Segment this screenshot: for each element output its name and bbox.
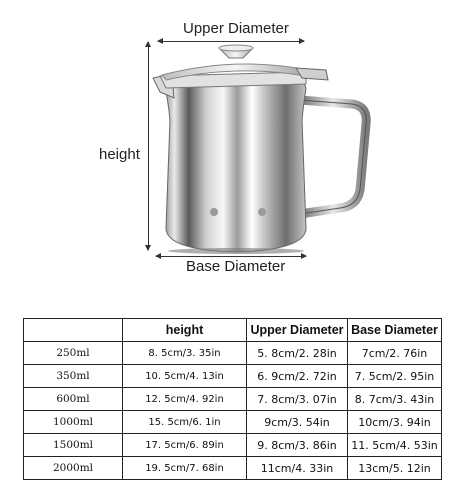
cell-height: 17. 5cm/6. 89in: [123, 434, 247, 457]
cell-upper-diameter: 11cm/4. 33in: [247, 457, 348, 480]
cell-height: 19. 5cm/7. 68in: [123, 457, 247, 480]
cell-upper-diameter: 9. 8cm/3. 86in: [247, 434, 348, 457]
table-row: [24, 434, 442, 457]
cell-base-diameter: 7cm/2. 76in: [348, 342, 442, 365]
upper-diameter-label: Upper Diameter: [183, 20, 289, 37]
cell-height: 15. 5cm/6. 1in: [123, 411, 247, 434]
table-row: [24, 388, 442, 411]
table-header-row: [24, 319, 442, 342]
cell-base-diameter: 13cm/5. 12in: [348, 457, 442, 480]
size-table: [23, 318, 442, 480]
cell-base-diameter: 11. 5cm/4. 53in: [348, 434, 442, 457]
size-table-wrapper: [23, 318, 442, 480]
cell-capacity: 2000ml: [24, 457, 123, 480]
header-upper-diameter: Upper Diameter: [247, 319, 348, 342]
cell-capacity: 1000ml: [24, 411, 123, 434]
cell-height: 8. 5cm/3. 35in: [123, 342, 247, 365]
header-height: height: [123, 319, 247, 342]
table-row: [24, 411, 442, 434]
cell-height: 12. 5cm/4. 92in: [123, 388, 247, 411]
cell-base-diameter: 10cm/3. 94in: [348, 411, 442, 434]
header-capacity: [24, 319, 123, 342]
height-label: height: [99, 146, 140, 163]
header-base-diameter: Base Diameter: [348, 319, 442, 342]
table-row: [24, 365, 442, 388]
cell-capacity: 600ml: [24, 388, 123, 411]
table-row: [24, 457, 442, 480]
cell-capacity: 350ml: [24, 365, 123, 388]
cell-upper-diameter: 7. 8cm/3. 07in: [247, 388, 348, 411]
table-row: [24, 342, 442, 365]
cell-upper-diameter: 9cm/3. 54in: [247, 411, 348, 434]
cell-base-diameter: 8. 7cm/3. 43in: [348, 388, 442, 411]
base-diameter-label: Base Diameter: [186, 258, 286, 275]
cell-capacity: 250ml: [24, 342, 123, 365]
cell-upper-diameter: 5. 8cm/2. 28in: [247, 342, 348, 365]
cell-upper-diameter: 6. 9cm/2. 72in: [247, 365, 348, 388]
cell-capacity: 1500ml: [24, 434, 123, 457]
cell-height: 10. 5cm/4. 13in: [123, 365, 247, 388]
cell-base-diameter: 7. 5cm/2. 95in: [348, 365, 442, 388]
